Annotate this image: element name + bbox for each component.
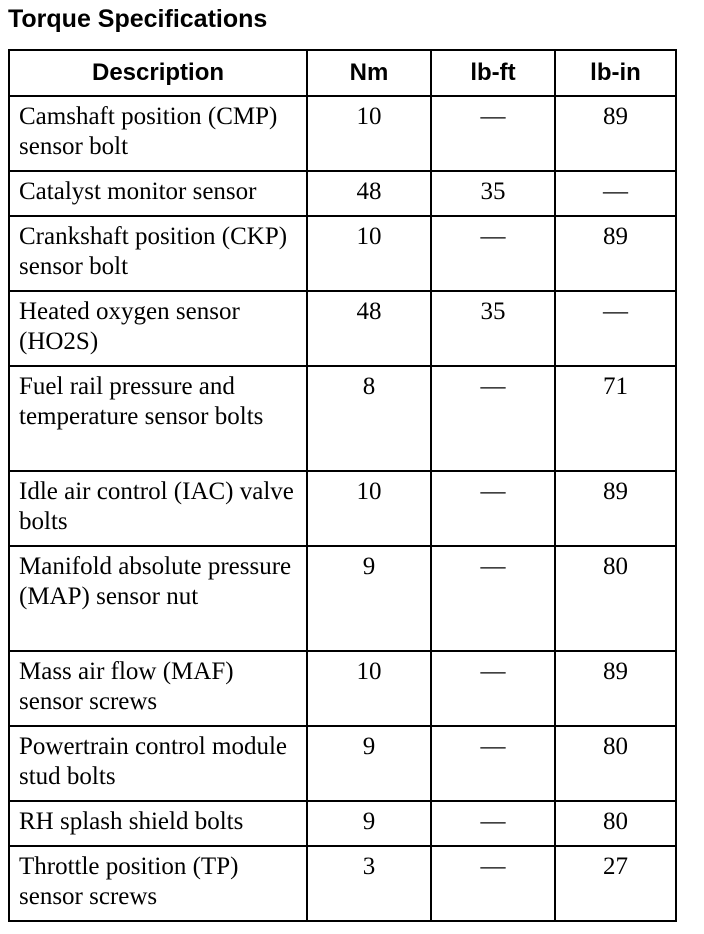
cell-description: Crankshaft position (CKP) sensor bolt [9, 216, 307, 291]
header-nm: Nm [307, 50, 431, 96]
page-title: Torque Specifications [8, 5, 268, 33]
cell-lbft: — [431, 846, 555, 921]
cell-nm: 3 [307, 846, 431, 921]
torque-spec-table [8, 49, 677, 922]
cell-nm: 48 [307, 291, 431, 366]
cell-description: Camshaft position (CMP) sensor bolt [9, 96, 307, 171]
cell-lbft: — [431, 546, 555, 651]
cell-description: Catalyst monitor sensor [9, 171, 307, 216]
table-row [9, 471, 676, 546]
table-row [9, 726, 676, 801]
cell-lbin: 80 [555, 801, 676, 846]
cell-lbin: 89 [555, 651, 676, 726]
table-row [9, 801, 676, 846]
table-row [9, 651, 676, 726]
header-description: Description [9, 50, 307, 96]
table-row [9, 546, 676, 651]
table-row [9, 96, 676, 171]
cell-lbin: — [555, 291, 676, 366]
cell-nm: 10 [307, 96, 431, 171]
cell-description: Throttle position (TP) sensor screws [9, 846, 307, 921]
cell-nm: 9 [307, 726, 431, 801]
cell-lbft: — [431, 366, 555, 471]
cell-lbft: — [431, 651, 555, 726]
cell-description: Mass air flow (MAF) sensor screws [9, 651, 307, 726]
cell-description: Powertrain control module stud bolts [9, 726, 307, 801]
table-row [9, 846, 676, 921]
header-lbin: lb-in [555, 50, 676, 96]
cell-description: RH splash shield bolts [9, 801, 307, 846]
table-row [9, 216, 676, 291]
cell-nm: 48 [307, 171, 431, 216]
cell-lbft: — [431, 801, 555, 846]
cell-lbft: — [431, 216, 555, 291]
cell-nm: 10 [307, 471, 431, 546]
cell-lbin: 89 [555, 216, 676, 291]
cell-lbft: 35 [431, 171, 555, 216]
cell-description: Heated oxygen sensor (HO2S) [9, 291, 307, 366]
cell-nm: 8 [307, 366, 431, 471]
table-row [9, 291, 676, 366]
cell-lbin: 27 [555, 846, 676, 921]
cell-nm: 9 [307, 546, 431, 651]
cell-lbin: — [555, 171, 676, 216]
table-row [9, 171, 676, 216]
cell-lbin: 80 [555, 546, 676, 651]
cell-lbin: 80 [555, 726, 676, 801]
header-lbft: lb-ft [431, 50, 555, 96]
cell-lbin: 89 [555, 96, 676, 171]
cell-description: Manifold absolute pressure (MAP) sensor nut [9, 546, 307, 651]
cell-lbft: — [431, 471, 555, 546]
cell-nm: 10 [307, 651, 431, 726]
cell-lbft: — [431, 726, 555, 801]
cell-lbft: — [431, 96, 555, 171]
cell-lbin: 89 [555, 471, 676, 546]
cell-description: Fuel rail pressure and temperature sensor bolts [9, 366, 307, 471]
cell-lbin: 71 [555, 366, 676, 471]
cell-description: Idle air control (IAC) valve bolts [9, 471, 307, 546]
cell-nm: 9 [307, 801, 431, 846]
table-header-row [9, 50, 676, 96]
table-row [9, 366, 676, 471]
cell-nm: 10 [307, 216, 431, 291]
cell-lbft: 35 [431, 291, 555, 366]
